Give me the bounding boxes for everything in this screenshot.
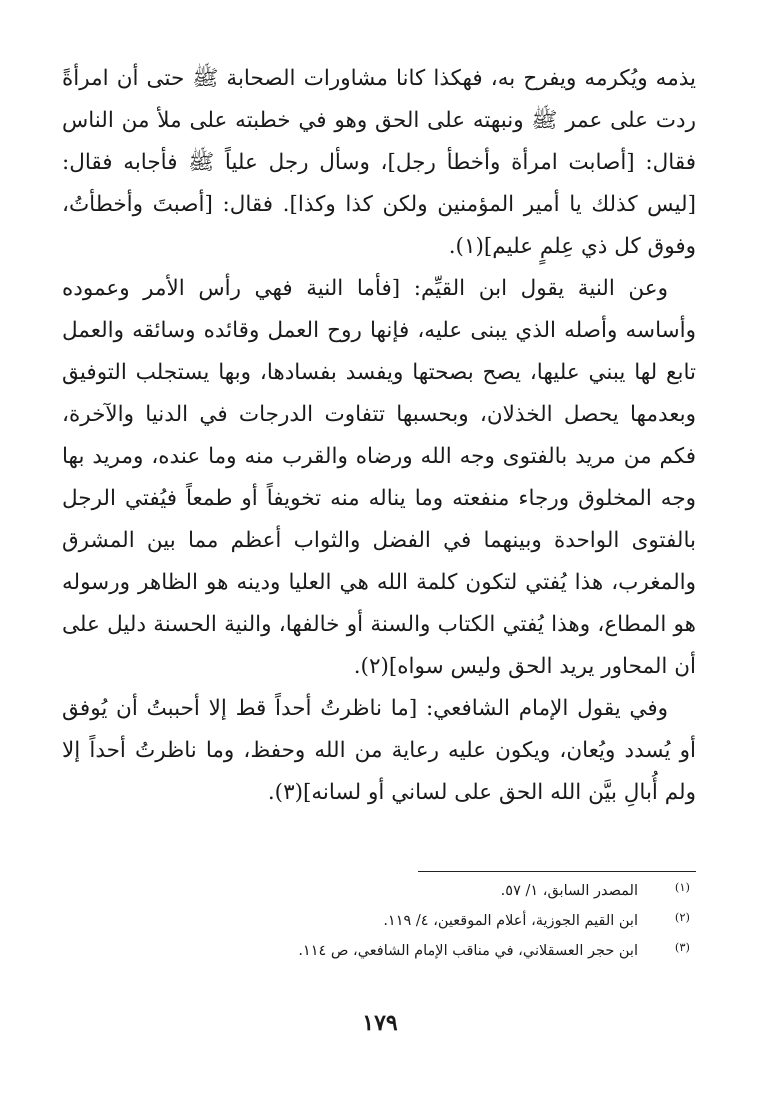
footnote-text: المصدر السابق، ١/ ٥٧.	[500, 883, 638, 899]
footnote-item	[200, 876, 690, 906]
paragraph-shafii: وفي يقول الإمام الشافعي: [ما ناظرتُ أحداً قط إلا أحببتُ أن يُوفق أو يُسدد ويُعان، ويكون عليه رعاية من الله وحفظ، وما ناظرتُ أحداً إلا ولم أُبالِ بيَّن الله الحق على لساني أو لسانه](٣).	[62, 696, 696, 805]
footnote-item	[200, 936, 690, 966]
footnote-item	[200, 906, 690, 936]
footnote-number: (١)	[674, 880, 690, 894]
footnotes	[200, 876, 690, 966]
main-text	[62, 58, 696, 814]
paragraph-consultation: يذمه ويُكرمه ويفرح به، فهكذا كانا مشاورات الصحابة ﷺ حتى أن امرأةً ردت على عمر ﷺ ونبهته على الحق وهو في خطبته على ملأ من الناس فقال: [أصابت امرأة وأخطأ رجل]، وسأل رجل علياً ﷺ فأجابه فقال: [ليس كذلك يا أمير المؤمنين ولكن كذا وكذا]. فقال: [أصبتَ وأخطأتُ، وفوق كل ذي عِلمٍ عليم](١).	[62, 66, 696, 259]
paragraph-intention: وعن النية يقول ابن القيِّم: [فأما النية فهي رأس الأمر وعموده وأساسه وأصله الذي يبنى عليه، فإنها روح العمل وقائده وسائقه والعمل تابع لها يبني عليها، يصح بصحتها ويفسد بفسادها، وبها يستجلب التوفيق وبعدمها يحصل الخذلان، وبحسبها تتفاوت الدرجات في الدنيا والآخرة، فكم من مريد بالفتوى وجه الله ورضاه والقرب منه وما عنده، ومريد بها وجه المخلوق ورجاء منفعته وما يناله منه تخويفاً أو طمعاً فيُفتي الرجل بالفتوى الواحدة وبينهما في الفضل والثواب أعظم مما بين المشرق والمغرب، هذا يُفتي لتكون كلمة الله هي العليا ودينه هو الظاهر ورسوله هو المطاع، وهذا يُفتي الكتاب والسنة أو خالفها، والنية الحسنة دليل على أن المحاور يريد الحق وليس سواه](٢).	[62, 276, 696, 679]
footnote-number: (٣)	[674, 940, 690, 954]
footnote-number: (٢)	[674, 910, 690, 924]
page-number: ١٧٩	[362, 1010, 398, 1036]
footnote-text: ابن القيم الجوزية، أعلام الموقعين، ٤/ ١١٩.	[383, 913, 638, 929]
footnote-text: ابن حجر العسقلاني، في مناقب الإمام الشافعي، ص ١١٤.	[298, 943, 638, 959]
